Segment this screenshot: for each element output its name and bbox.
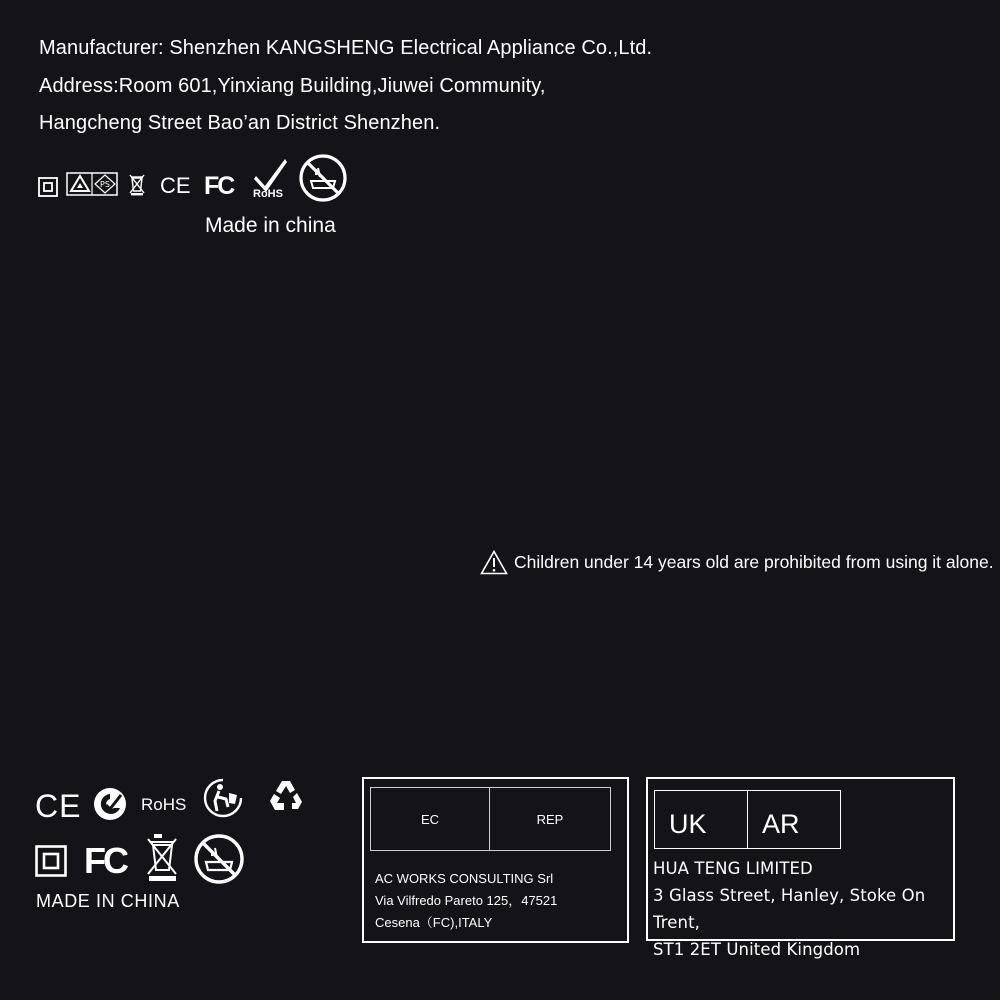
child-warning: [480, 550, 994, 575]
rohs-check-icon: [252, 156, 290, 205]
rohs-check-text: RoHS: [253, 188, 283, 200]
fcc-mark-text: FC: [204, 172, 234, 199]
ar-cell: AR: [762, 809, 800, 839]
fcc-mark-icon: [204, 171, 244, 204]
weee-bin-icon: [128, 172, 146, 201]
rep-cell: REP: [536, 811, 564, 827]
uk-ar-header: [654, 790, 841, 849]
ec-rep-company: AC WORKS CONSULTING Srl: [375, 871, 554, 886]
address-line-1: Address:Room 601,Yinxiang Building,Jiuwei Community,: [39, 75, 546, 97]
manufacturer-line: Manufacturer: Shenzhen KANGSHENG Electrical Appliance Co.,Ltd.: [39, 37, 653, 59]
ec-rep-city: Cesena（FC),ITALY: [375, 915, 493, 930]
weee-bin-icon: [145, 832, 179, 887]
no-bath-use-icon: [298, 153, 348, 208]
double-insulation-icon: [35, 845, 67, 882]
uk-ar-box: [646, 777, 955, 959]
fcc-mark-icon: [84, 840, 136, 885]
uk-cell: UK: [655, 791, 748, 848]
ec-rep-address: [375, 868, 557, 934]
made-in-china-caps-label: MADE IN CHINA: [36, 891, 180, 911]
c-tick-icon: [92, 786, 128, 827]
made-in-china-label: Made in china: [205, 214, 336, 237]
fcc-mark-text-bottom: FC: [84, 840, 126, 880]
uk-ar-street: 3 Glass Street, Hanley, Stoke On Trent,: [653, 886, 926, 932]
ce-mark-icon: [160, 172, 192, 203]
ce-mark-text-bottom: CE: [35, 788, 81, 822]
uk-ar-company: HUA TENG LIMITED: [653, 859, 813, 878]
ec-rep-street: Via Vilfredo Pareto 125，47521: [375, 893, 558, 908]
rohs-icon: [141, 792, 187, 821]
warning-triangle-icon: [480, 550, 508, 575]
ec-rep-box: [362, 777, 629, 943]
ce-mark-text: CE: [160, 173, 191, 198]
svg-text:PS: PS: [100, 180, 110, 189]
child-warning-text: Children under 14 years old are prohibited from using it alone.: [514, 552, 994, 572]
no-bath-use-icon: [193, 833, 245, 890]
uk-ar-postcode: ST1 2ET United Kingdom: [653, 940, 861, 959]
rohs-text: RoHS: [141, 795, 187, 814]
tidyman-icon: [202, 777, 244, 824]
ec-cell: EC: [371, 788, 490, 850]
address-line-2: Hangcheng Street Bao’an District Shenzhen.: [39, 112, 441, 134]
ce-mark-icon: [35, 786, 81, 827]
triangle-certification-icon: [66, 172, 118, 201]
double-insulation-icon: [38, 177, 58, 202]
recycle-icon: [266, 777, 306, 822]
ec-rep-header: [370, 787, 611, 851]
uk-ar-address: [653, 855, 953, 963]
